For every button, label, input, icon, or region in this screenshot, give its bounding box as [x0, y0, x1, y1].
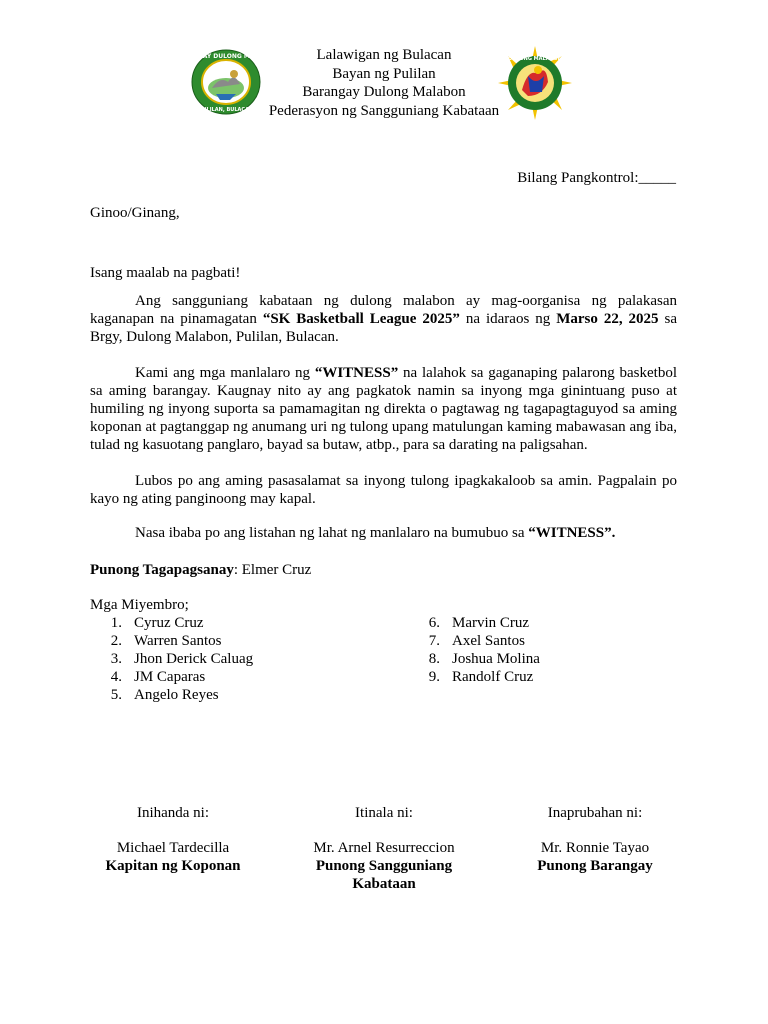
list-item: [418, 668, 540, 686]
list-item: [418, 614, 540, 632]
list-item-number: 2.: [110, 633, 122, 649]
para2-text2: na lalahok sa gaganaping palarong basketbol sa aming barangay. Kaugnay nito ay ang pagkatok namin sa inyong mga ginintuang puso at humiling ng inyong suporta sa pamamagitan ng direkta o pagtawag ng tagapagtaguyod sa aming koponan at pagtanggap ng anumang uri ng tulong upang matulungan kaming mabawasan ang iba, tulad ng kasuotang panglaro, bayad sa butaw, atbp., para sa darating na paligsahan.: [90, 365, 677, 453]
letterhead: [234, 46, 534, 120]
signatory-title: Punong Barangay: [537, 858, 653, 874]
member-name: JM Caparas: [134, 669, 206, 685]
barangay-line: Barangay Dulong Malabon: [302, 84, 466, 101]
list-item: [100, 668, 253, 686]
para1-text1: Ang sangguniang kabataan ng dulong malabon ay mag-oorganisa ng palakasan kaganapan na pinamagatan: [90, 293, 677, 327]
federation-line: Pederasyon ng Sangguniang Kabataan: [268, 102, 500, 119]
left-logo-top-text: BARANGAY DULONG MALABON: [174, 53, 278, 60]
signatory-name: Michael Tardecilla: [116, 840, 230, 856]
signatory-label: Inaprubahan ni:: [547, 805, 643, 821]
list-item: [418, 650, 540, 668]
control-number: Bilang Pangkontrol:_____: [517, 170, 676, 186]
members-list-left: [100, 614, 253, 704]
para3-text1: Lubos po ang aming pasasalamat sa inyong tulong ipagkakaloob sa amin. Pagpalain po kayo ng ating panginoong may kapal.: [90, 473, 677, 507]
signatory-label: Inihanda ni:: [136, 805, 210, 821]
signatory-name: Mr. Ronnie Tayao: [540, 840, 650, 856]
paragraph-roster-intro: [90, 524, 677, 542]
salutation: Ginoo/Ginang,: [90, 205, 180, 221]
list-item-number: 6.: [428, 615, 440, 631]
signatory-title: Kapitan ng Koponan: [105, 858, 241, 874]
province-line: Lalawigan ng Bulacan: [316, 47, 452, 63]
para4-text1: Nasa ibaba po ang listahan ng lahat ng manlalaro na bumubuo sa: [135, 525, 529, 541]
event-name: “SK Basketball League 2025”: [262, 311, 460, 327]
para1-text3: sa Brgy, Dulong Malabon, Pulilan, Bulacan.: [90, 311, 678, 345]
list-item-number: 7.: [428, 633, 440, 649]
list-item: [100, 614, 253, 632]
list-item: [100, 632, 253, 650]
coach-label: Punong Tagapagsanay: [90, 562, 234, 578]
paragraph-request: [90, 364, 677, 454]
coach-sep: :: [233, 562, 242, 578]
event-date: Marso 22, 2025: [556, 311, 659, 327]
member-name: Axel Santos: [452, 633, 525, 649]
paragraph-thanks: [90, 472, 677, 508]
list-item-number: 4.: [110, 669, 122, 685]
members-list-right: [418, 614, 540, 686]
signatory-approved-by: [495, 804, 695, 875]
town-line: Bayan ng Pulilan: [332, 65, 436, 82]
list-item: [100, 650, 253, 668]
signatory-prepared-by: [73, 804, 273, 875]
sk-federation-logo-icon: [498, 46, 572, 120]
paragraph-intro: [90, 292, 677, 346]
list-item: [418, 632, 540, 650]
list-item-number: 8.: [428, 651, 440, 667]
members-title: Mga Miyembro;: [90, 597, 189, 613]
member-name: Angelo Reyes: [134, 687, 219, 703]
member-name: Randolf Cruz: [452, 669, 534, 685]
para1-text2: na idaraos ng: [459, 311, 557, 327]
team-name: “WITNESS”: [314, 365, 399, 381]
list-item-number: 5.: [110, 687, 122, 703]
signatory-name: Mr. Arnel Resurreccion: [313, 840, 455, 856]
team-name-2: “WITNESS”.: [528, 525, 616, 541]
list-item-number: 9.: [428, 669, 440, 685]
signatory-title: Punong Sangguniang Kabataan: [315, 858, 453, 892]
signatory-label: Itinala ni:: [355, 805, 413, 821]
list-item-number: 3.: [110, 651, 122, 667]
list-item-number: 1.: [110, 615, 122, 631]
greeting: Isang maalab na pagbati!: [90, 265, 241, 281]
signatory-noted-by: [284, 804, 484, 893]
coach-line: [90, 561, 311, 579]
member-name: Joshua Molina: [452, 651, 540, 667]
left-logo-bottom-text: PULILAN, BULACAN: [198, 107, 254, 113]
coach-name: Elmer Cruz: [241, 562, 312, 578]
right-logo-ring-text: DULONG MALABON: [508, 56, 562, 62]
list-item: [100, 686, 253, 704]
member-name: Cyruz Cruz: [134, 615, 204, 631]
member-name: Jhon Derick Caluag: [134, 651, 254, 667]
member-name: Marvin Cruz: [452, 615, 530, 631]
member-name: Warren Santos: [134, 633, 222, 649]
para2-text1: Kami ang mga manlalaro ng: [135, 365, 315, 381]
